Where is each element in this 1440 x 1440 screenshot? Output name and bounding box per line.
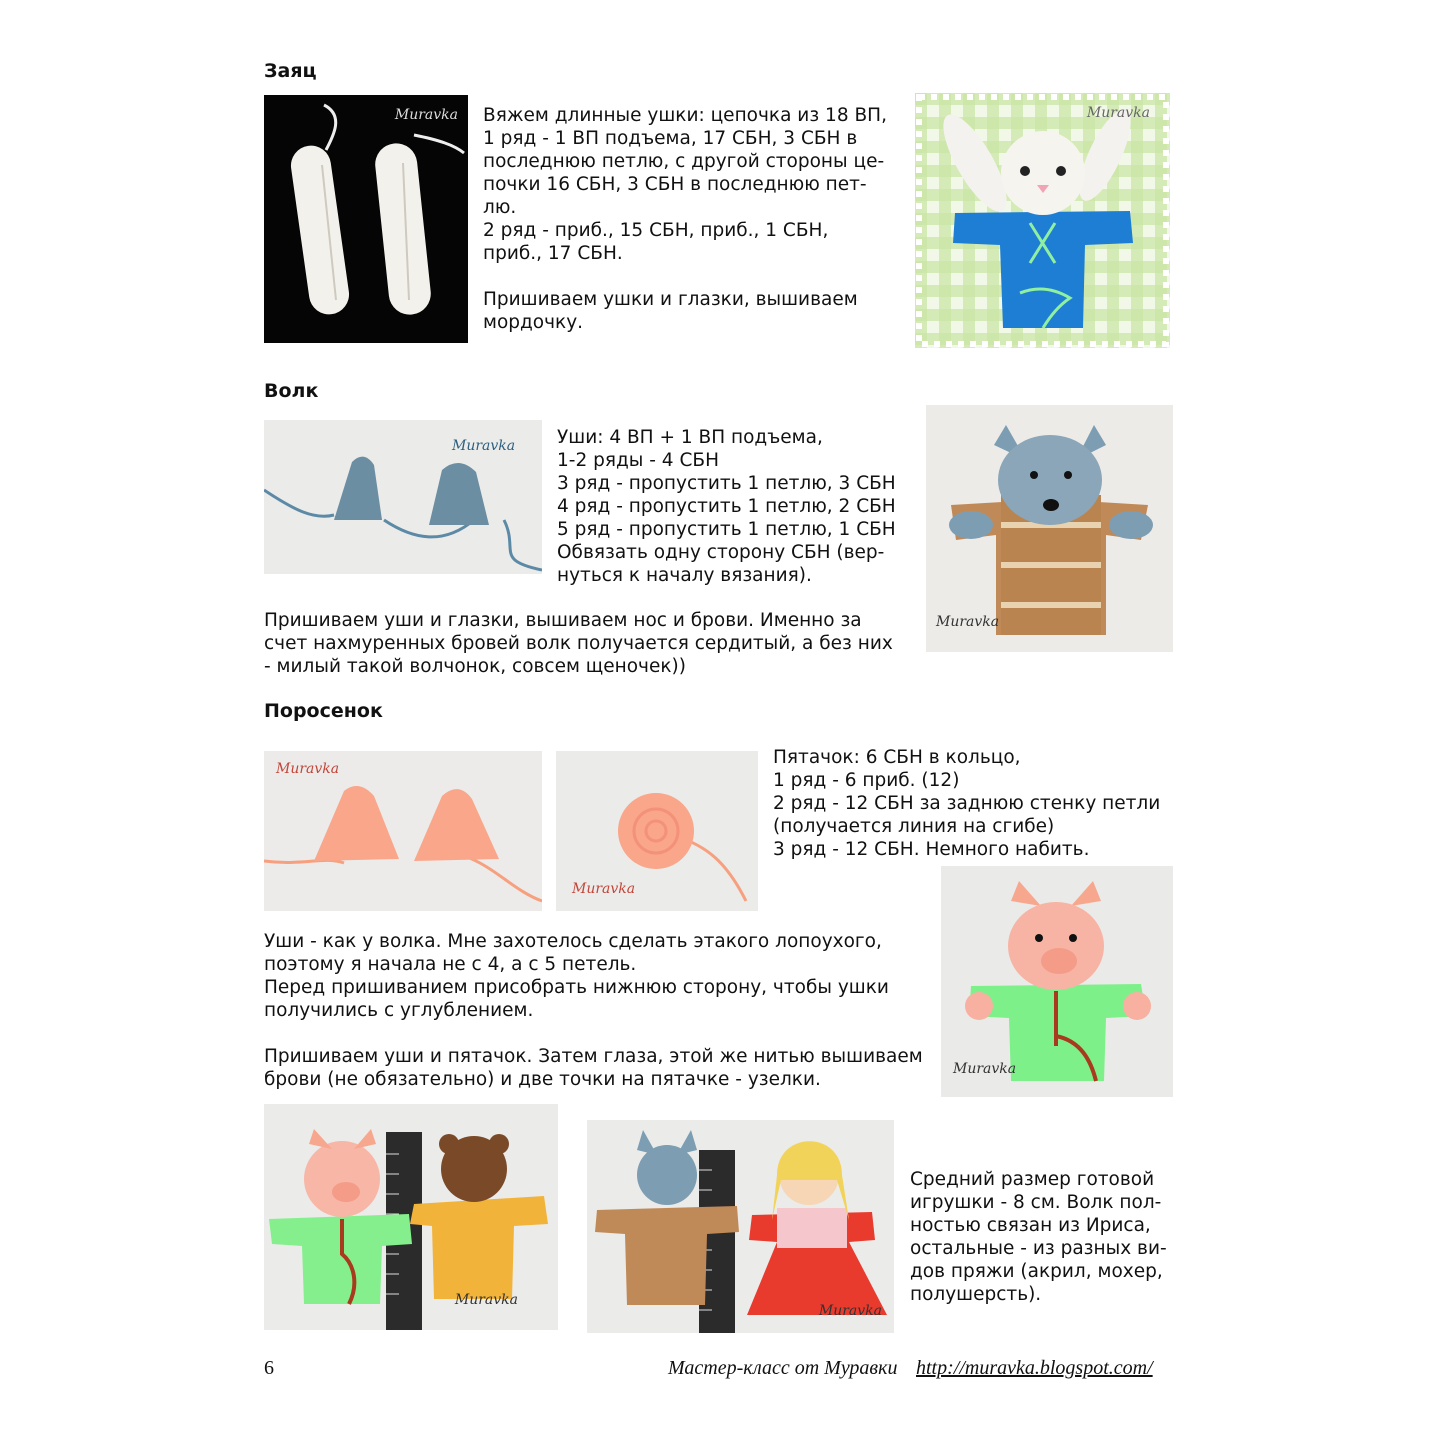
footer-link[interactable]: http://muravka.blogspot.com/ (916, 1357, 1153, 1379)
wolf-and-girl-photo (587, 1120, 894, 1333)
pig-toy-photo (941, 866, 1173, 1097)
pig-ears-photo (264, 751, 542, 911)
section-title-pig: Поросенок (264, 700, 383, 722)
toy-size-notes: Средний размер готовой игрушки - 8 см. Волк пол- ностью связан из Ириса, остальные - из разных ви- дов пряжи (акрил, мохер, полушерсть). (910, 1169, 1167, 1305)
pig-snout-instructions: Пятачок: 6 СБН в кольцо, 1 ряд - 6 приб. (12) 2 ряд - 12 СБН за заднюю стенку петли (получается линия на сгибе) 3 ряд - 12 СБН. Немного набить. (773, 747, 1161, 860)
section-title-hare: Заяц (264, 60, 317, 82)
watermark: Muravka (818, 1303, 882, 1319)
footer-caption: Мастер-класс от Муравки (668, 1357, 898, 1379)
section-title-wolf: Волк (264, 380, 319, 402)
wolf-ears-photo (264, 420, 542, 574)
watermark: Muravka (394, 107, 458, 123)
wolf-toy-photo (926, 405, 1173, 652)
watermark: Muravka (1086, 105, 1150, 121)
watermark: Muravka (936, 614, 1000, 630)
watermark: Muravka (276, 761, 340, 777)
pig-instructions: Уши - как у волка. Мне захотелось сделать этакого лопоухого, поэтому я начала не с 4, а с 5 петель. Перед пришиванием присобрать нижнюю сторону, чтобы ушки получились с углублением. Пришиваем уши и пятачок. Затем глаза, этой же нитью вышиваем брови (не обязательно) и две точки на пятачке - узелки. (264, 931, 923, 1090)
wolf-notes: Пришиваем уши и глазки, вышиваем нос и брови. Именно за счет нахмуренных бровей волк получается сердитый, а без них - милый такой волчонок, совсем щеночек)) (264, 610, 893, 677)
hare-toy-photo (915, 93, 1170, 348)
page-number: 6 (264, 1357, 274, 1379)
pig-and-bear-photo (264, 1104, 558, 1330)
hare-instructions: Вяжем длинные ушки: цепочка из 18 ВП, 1 ряд - 1 ВП подъема, 17 СБН, 3 СБН в последнюю петлю, с другой стороны це- почки 16 СБН, 3 СБН в последнюю пет- лю. 2 ряд - приб., 15 СБН, приб., 1 СБН, приб., 17 СБН. Пришиваем ушки и глазки, вышиваем мордочку. (483, 105, 887, 333)
pig-snout-photo (556, 751, 758, 911)
watermark: Muravka (454, 1292, 518, 1308)
watermark: Muravka (572, 881, 636, 897)
hare-ears-photo (264, 95, 468, 343)
wolf-instructions: Уши: 4 ВП + 1 ВП подъема, 1-2 ряды - 4 СБН 3 ряд - пропустить 1 петлю, 3 СБН 4 ряд - пропустить 1 петлю, 2 СБН 5 ряд - пропустить 1 петлю, 1 СБН Обвязать одну сторону СБН (вер- нуться к началу вязания). (557, 427, 896, 586)
watermark: Muravka (953, 1061, 1017, 1077)
watermark: Muravka (452, 438, 516, 454)
